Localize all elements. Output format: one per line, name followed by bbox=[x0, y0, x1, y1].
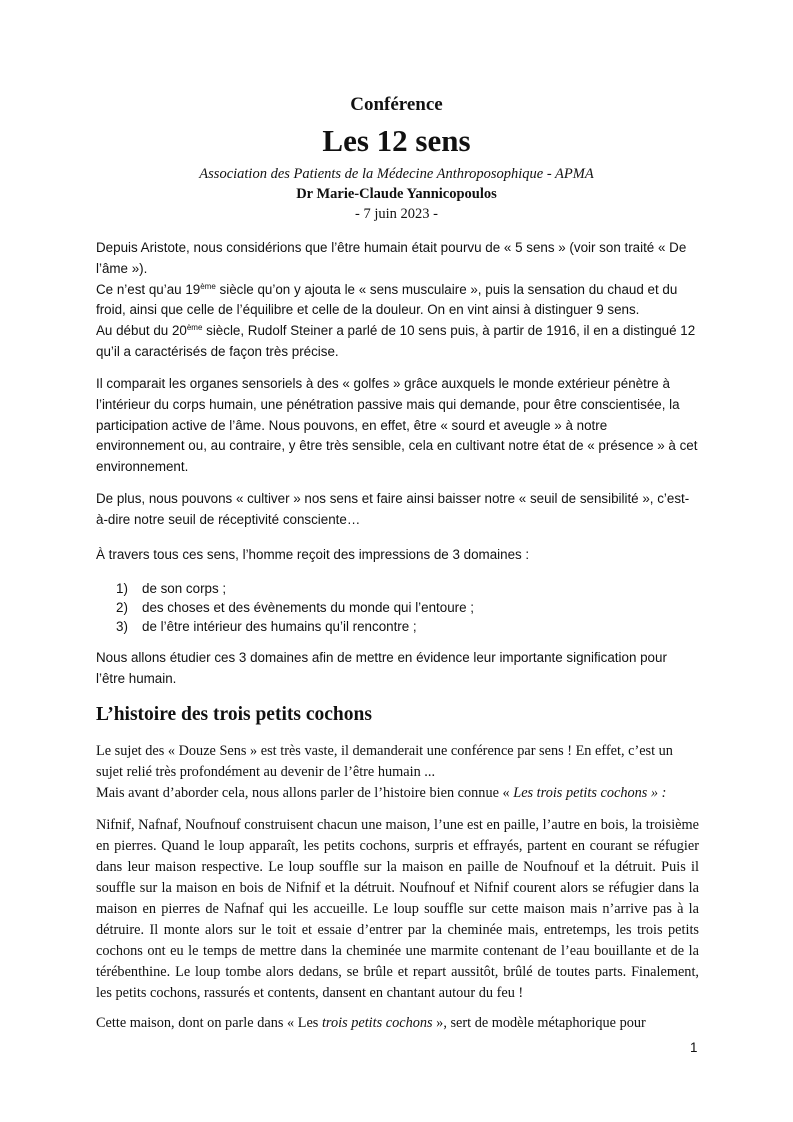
conference-date: - 7 juin 2023 - bbox=[355, 206, 438, 222]
section-paragraph-last bbox=[96, 1013, 699, 1034]
list-text: des choses et des évènements du monde qui l’entoure ; bbox=[142, 600, 475, 615]
text-block: Le sujet des « Douze Sens » est très vaste, il demanderait une conférence par sens ! En effet, c’est un sujet relié très profondément au devenir de l’être humain ... bbox=[96, 743, 673, 780]
text-line: Depuis Aristote, nous considérions que l’être humain était pourvu de « 5 sens » (voir son traité « De bbox=[96, 240, 687, 255]
intro-paragraph-4: À travers tous ces sens, l’homme reçoit des impressions de 3 domaines : bbox=[96, 547, 530, 562]
text-line bbox=[96, 783, 699, 804]
text-line bbox=[96, 280, 699, 301]
story-title: Les trois petits cochons bbox=[513, 785, 648, 801]
domains-list bbox=[116, 579, 676, 636]
intro-paragraph-1 bbox=[96, 238, 699, 363]
page-number: 1 bbox=[690, 1040, 698, 1055]
superscript: ème bbox=[186, 323, 203, 333]
list-number: 2) bbox=[116, 600, 128, 615]
association-name: Association des Patients de la Médecine Anthroposophique - APMA bbox=[199, 166, 594, 182]
text-line: l’âme »). bbox=[96, 260, 148, 276]
intro-paragraph-3: De plus, nous pouvons « cultiver » nos sens et faire ainsi baisser notre « seuil de sensibilité », c’est-à-dire notre seuil de réceptivité consciente… bbox=[96, 491, 690, 527]
story-paragraph: Nifnif, Nafnaf, Noufnouf construisent chacun une maison, l’une est en paille, l’autre en bois, la troisième en pierres. Quand le loup apparaît, les petits cochons, surpris et effrayés, partent en courant se réfugier dans leur maison respective. Le loup souffle sur la maison en paille de Noufnouf et la détruit. Puis il souffle sur la maison en bois de Nifnif et la détruit. Noufnouf et Nifnif courent alors se réfugier dans la maison en pierres de Nafnaf qui les accueille. Le loup souffle sur cette maison mais n’arrive pas à la détruire. Il monte alors sur le toit et essaie d’entrer par la cheminée mais, entretemps, les trois petits cochons ont eu le temps de mettre dans la cheminée une marmite contenant de l’eau bouillante et de la térébenthine. Le loup tombe alors dedans, se brûle et repart aussitôt, brûlé de toutes parts. Finalement, les petits cochons, rassurés et contents, dansent en chantant autour du feu ! bbox=[96, 817, 699, 1001]
text-fragment: », sert de modèle métaphorique pour bbox=[432, 1015, 646, 1031]
text-fragment: siècle, Rudolf Steiner a parlé de 10 sens puis, à partir de 1916, il en a distingué 12 bbox=[202, 323, 696, 339]
text-fragment: Ce n’est qu’au 19 bbox=[96, 281, 201, 297]
text-line bbox=[96, 321, 699, 342]
superscript: ème bbox=[200, 281, 216, 291]
list-item bbox=[116, 598, 676, 617]
list-item bbox=[116, 617, 676, 636]
text-fragment: » : bbox=[647, 785, 667, 801]
text-line: froid, ainsi que celle de l’équilibre et celle de la douleur. On en vint ainsi à distinguer 9 sens. bbox=[96, 302, 640, 318]
text-fragment: siècle qu’on y ajouta le « sens musculaire », puis la sensation du chaud et du bbox=[215, 281, 678, 297]
story-title: trois petits cochons bbox=[321, 1015, 433, 1031]
text-fragment: Mais avant d’aborder cela, nous allons parler de l’histoire bien connue « bbox=[96, 785, 514, 801]
list-number: 3) bbox=[116, 619, 128, 634]
section-heading: L’histoire des trois petits cochons bbox=[96, 704, 372, 725]
conference-label: Conférence bbox=[350, 94, 443, 115]
list-text: de son corps ; bbox=[142, 581, 227, 596]
section-paragraph-1 bbox=[96, 741, 699, 804]
intro-paragraph-5: Nous allons étudier ces 3 domaines afin de mettre en évidence leur importante signification pour l’être humain. bbox=[96, 650, 667, 686]
list-number: 1) bbox=[116, 581, 128, 596]
author-name: Dr Marie-Claude Yannicopoulos bbox=[296, 186, 497, 202]
intro-paragraph-2: Il comparait les organes sensoriels à des « golfes » grâce auxquels le monde extérieur pénètre à l’intérieur du corps humain, une pénétration passive mais qui demande, pour être conscientisée, la participation active de l’âme. Nous pouvons, en effet, être « sourd et aveugle » à notre environnement ou, au contraire, y être très sensible, cela en cultivant notre état de « présence » à cet environnement. bbox=[96, 376, 698, 475]
list-item bbox=[116, 579, 676, 598]
text-fragment: Cette maison, dont on parle dans « Les bbox=[96, 1015, 322, 1031]
text-line: qu’il a caractérisés de façon très précise. bbox=[96, 343, 339, 359]
page-title: Les 12 sens bbox=[322, 123, 471, 158]
list-text: de l’être intérieur des humains qu’il rencontre ; bbox=[142, 619, 417, 634]
text-fragment: Au début du 20 bbox=[96, 323, 187, 339]
